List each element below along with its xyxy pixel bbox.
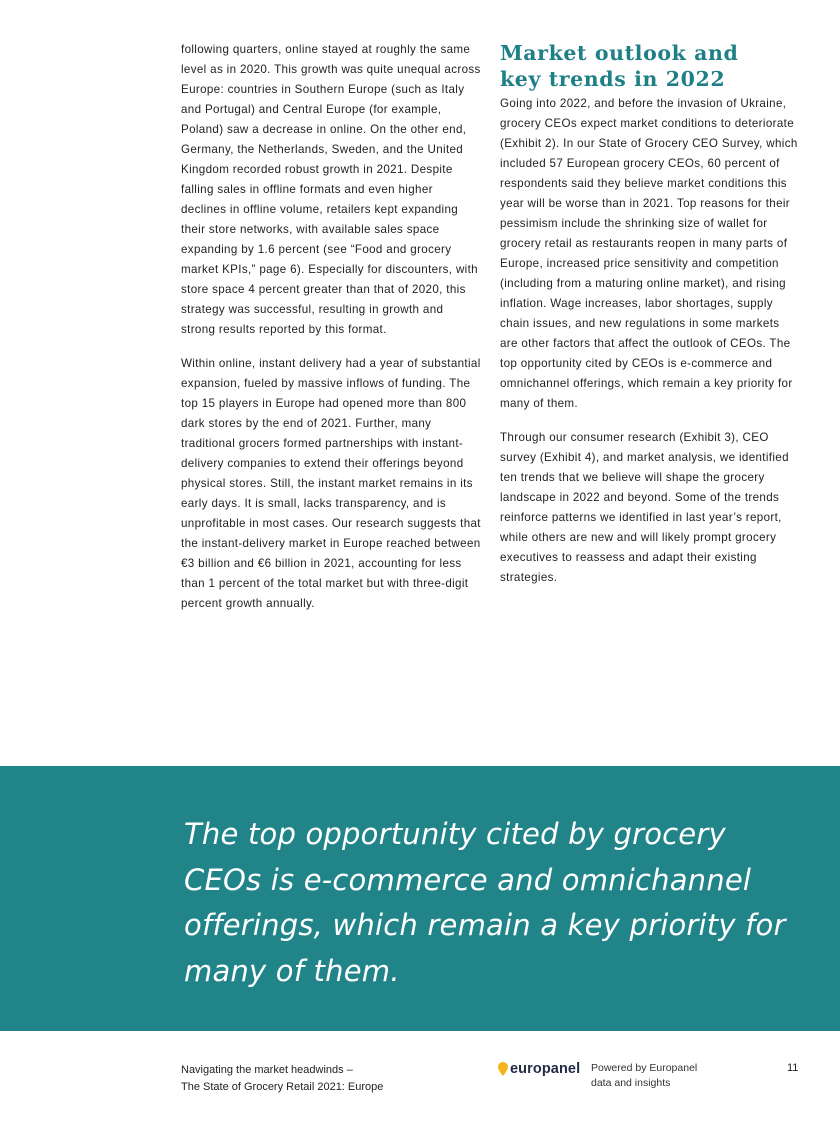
left-text-column (181, 40, 481, 628)
body-paragraph: Within online, instant delivery had a year of substantial expansion, fueled by massive inflows of funding. The top 15 players in Europe had opened more than 800 dark stores by the end of 2021. Further, many traditional grocers formed partnerships with instant-delivery companies to extend their offerings beyond physical stores. Still, the instant market remains in its early days. It is small, lacks transparency, and is unprofitable in most cases. Our research suggests that the instant-delivery market in Europe reached between €3 billion and €6 billion in 2021, accounting for less than 1 percent of the total market but with three-digit percent growth annually. (181, 357, 481, 610)
pull-quote-text: The top opportunity cited by grocery CEOs is e-commerce and omnichannel offerings, which remain a key priority for many of them. (184, 817, 786, 988)
powered-by-line: Powered by Europanel (591, 1062, 698, 1074)
body-paragraph: Going into 2022, and before the invasion of Ukraine, grocery CEOs expect market conditions to deteriorate (Exhibit 2). In our State of Grocery CEO Survey, which included 57 European grocery CEOs, 60 percent of respondents said they believe market conditions this year will be worse than in 2021. Top reasons for their pessimism include the shrinking size of wallet for grocery retail as restaurants reopen in many parts of Europe, increased price sensitivity and competition (including from a maturing online market), and rising inflation. Wage increases, labor shortages, supply chain issues, and new regulations in some markets are other factors that affect the outlook of CEOs. The top opportunity cited by CEOs is e-commerce and omnichannel offerings, which remain a key priority for many of them. (500, 97, 798, 410)
section-heading (500, 40, 800, 92)
powered-by-text (591, 1061, 741, 1091)
section-heading-line: key trends in 2022 (500, 67, 726, 91)
brand-name: europanel (510, 1061, 581, 1077)
footer-title-line: Navigating the market headwinds – (181, 1064, 353, 1076)
location-pin-icon (498, 1062, 508, 1076)
right-text-column (500, 40, 800, 602)
body-paragraph: Through our consumer research (Exhibit 3), CEO survey (Exhibit 4), and market analysis, we identified ten trends that we believe will shape the grocery landscape in 2022 and beyond. Some of the trends reinforce patterns we identified in last year’s report, while others are new and will likely prompt grocery executives to reassess and adapt their existing strategies. (500, 431, 789, 584)
page-number: 11 (787, 1062, 799, 1074)
body-paragraph: following quarters, online stayed at roughly the same level as in 2020. This growth was quite unequal across Europe: countries in Southern Europe (such as Italy and Portugal) and Central Europe (for example, Poland) saw a decrease in online. On the other end, Germany, the Netherlands, Sweden, and the United Kingdom recorded robust growth in 2021. Despite falling sales in offline formats and even higher declines in offline volume, retailers kept expanding their store networks, with available sales space expanding by 1.6 percent (see “Food and grocery market KPIs,” page 6). Especially for discounters, with store space 4 percent greater than that of 2020, this strategy was successful, resulting in growth and strong results reported by this format. (181, 43, 481, 336)
section-heading-line: Market outlook and (500, 41, 739, 65)
europanel-logo (498, 1059, 580, 1079)
powered-by-line: data and insights (591, 1077, 671, 1089)
footer-title-line: The State of Grocery Retail 2021: Europe (181, 1081, 384, 1093)
footer-report-title (181, 1062, 481, 1096)
